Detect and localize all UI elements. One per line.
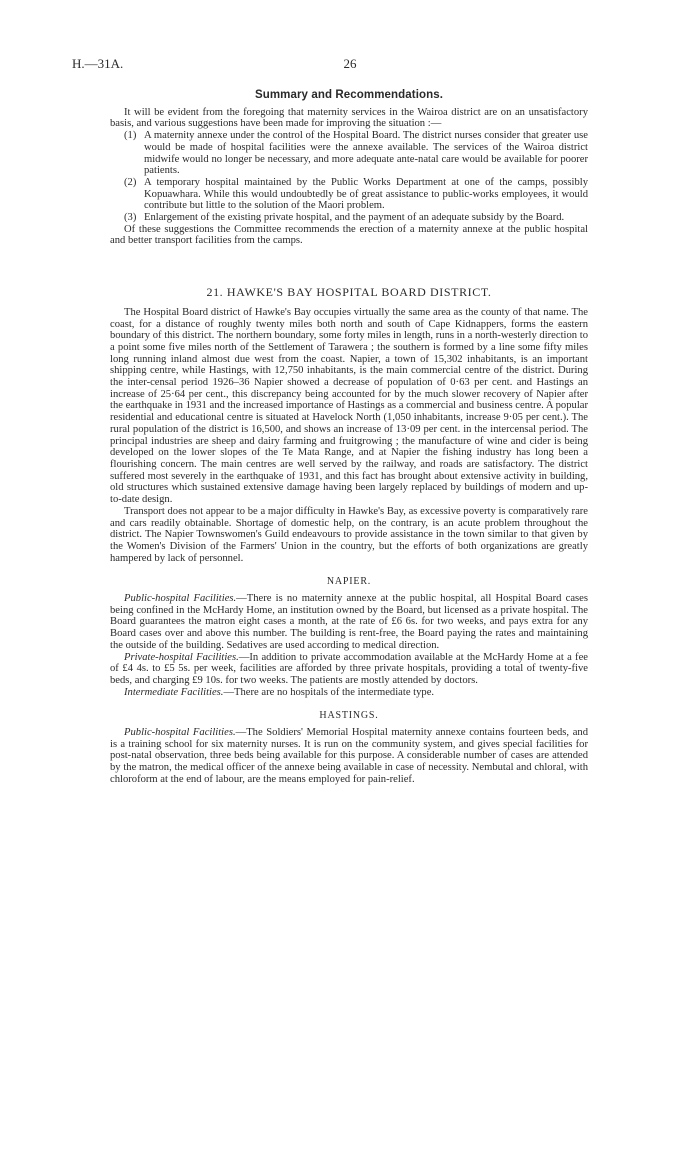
suggestion-number: (3) (124, 212, 137, 224)
napier-public-paragraph (110, 593, 588, 652)
napier-public-text: —There is no maternity annexe at the public hospital, all Hospital Board cases being confined in the McHardy Home, an institution owned by the Board, but licensed as a private hospital. The Board guarantees the matron eight cases a month, at the rate of £6 6s. for two weeks, and pays extra for any Board cases over and above this number. The building is rent-free, the Board paying the rates and maintaining the outside of the building. Sedatives are used according to medical direction. (110, 593, 588, 651)
napier-private-text: —In addition to private accommodation available at the McHardy Home at a fee of £4 4s. to £5 5s. per week, facilities are afforded by three private hospitals, providing a total of twenty-five beds, and charging £9 10s. for two weeks. The patients are mostly attended by doctors. (110, 651, 588, 686)
napier-intermediate-label: Intermediate Facilities. (124, 686, 224, 698)
page-number: 26 (343, 56, 357, 71)
suggestion-number: (2) (124, 176, 137, 188)
section-spacer (110, 698, 588, 710)
napier-intermediate-paragraph (110, 687, 588, 699)
suggestion-text: A temporary hospital maintained by the Public Works Department at one of the camps, possibly Kopuawhara. While this would undoubtedly be of great assistance to public-works employees, it would contribute but little to the solution of the Maori problem. (144, 176, 588, 212)
section-spacer (110, 564, 588, 576)
napier-private-label: Private-hospital Facilities. (124, 651, 239, 663)
suggestion-item (110, 177, 588, 212)
hastings-public-text: —The Soldiers' Memorial Hospital maternity annexe contains fourteen beds, and is a training school for six maternity nurses. It is run on the community system, and gives special facilities for post-natal observation, three beds being available for this purpose. A considerable number of cases are attended by the matron, the medical officer of the annexe being available in case of necessity. Nembutal and chloral, with chloroform at the end of labour, are the means employed for pain-relief. (110, 727, 588, 785)
hawkes-bay-section (110, 287, 588, 564)
hastings-section (110, 710, 588, 785)
district-heading: 21. HAWKE'S BAY HOSPITAL BOARD DISTRICT. (206, 285, 492, 300)
suggestion-text: Enlargement of the existing private hospital, and the payment of an adequate subsidy by the Board. (144, 212, 565, 224)
suggestion-item (110, 212, 588, 224)
napier-public-label: Public-hospital Facilities. (124, 593, 237, 605)
suggestion-item (110, 130, 588, 177)
suggestion-list (110, 130, 588, 224)
summary-section (110, 90, 588, 247)
page-header (72, 56, 628, 72)
document-reference: H.—31A. (72, 56, 124, 71)
napier-intermediate-text: —There are no hospitals of the intermediate type. (223, 686, 435, 698)
hastings-public-label: Public-hospital Facilities. (124, 727, 236, 739)
suggestion-number: (1) (124, 130, 137, 142)
napier-heading: NAPIER. (326, 576, 372, 588)
hastings-heading: HASTINGS. (319, 710, 379, 722)
summary-closing: Of these suggestions the Committee recommends the erection of a maternity annexe at the public hospital and better transport facilities from the camps. (110, 223, 588, 247)
napier-section (110, 576, 588, 698)
district-paragraph-1: The Hospital Board district of Hawke's Bay occupies virtually the same area as the county of that name. The coast, for a distance of roughly twenty miles both north and south of Cape Kidnappers, forms the eastern boundary of this district. The northern boundary, some forty miles in length, runs in a north-westerly direction to a point some five miles north of the Settlement of Tarawera ; the southern is formed by a line some fifty miles long running inland almost due west from the coast. Napier, a town of 15,302 inhabitants, is an important shipping centre, while Hastings, with 12,750 inhabitants, is the main commercial centre of the district. During the inter-censal period 1926–36 Napier showed a decrease of population of 0·63 per cent. and Hastings an increase of 25·64 per cent., this discrepancy being accounted for by the much slower recovery of Napier after the earthquake in 1931 and the increased importance of Hastings as a commercial and business centre. A popular residential and educational centre is situated at Havelock North (1,050 inhabitants, increase 9·05 per cent.). The rural population of the district is 16,500, and shows an increase of 13·09 per cent. in the intercensal period. The principal industries are sheep and dairy farming and fruitgrowing ; the manufacture of wine and cider is being developed on the lower slopes of the Te Mata Range, and at Napier the fishing industry has long been a flourishing concern. The main centres are well served by the railway, and roads are satisfactory. The district suffered most severely in the earthquake of 1931, and this fact has brought about extensive activity in building, old structures which sustained extensive damage having been largely replaced by buildings of modern and up-to-date design. (110, 306, 588, 506)
hastings-public-paragraph (110, 727, 588, 786)
page-body (110, 90, 588, 786)
napier-private-paragraph (110, 652, 588, 687)
summary-intro: It will be evident from the foregoing that maternity services in the Wairoa district are on an unsatisfactory basis, and various suggestions have been made for improving the situation :— (110, 106, 588, 130)
district-paragraph-2: Transport does not appear to be a major difficulty in Hawke's Bay, as excessive poverty is comparatively rare and cars readily obtainable. Shortage of domestic help, on the contrary, is an acute problem throughout the district. The Napier Townswomen's Guild endeavours to provide assistance in the town similar to that given by the Women's Division of the Farmers' Union in the country, but the efforts of both organizations are greatly hampered by lack of personnel. (110, 505, 588, 564)
suggestion-text: A maternity annexe under the control of the Hospital Board. The district nurses consider that greater use would be made of hospital facilities were the annexe available. The services of the Wairoa district midwife would no longer be necessary, and more adequate ante-natal care would be available for poorer patients. (144, 130, 588, 177)
section-spacer (110, 247, 588, 287)
summary-heading: Summary and Recommendations. (254, 89, 444, 101)
